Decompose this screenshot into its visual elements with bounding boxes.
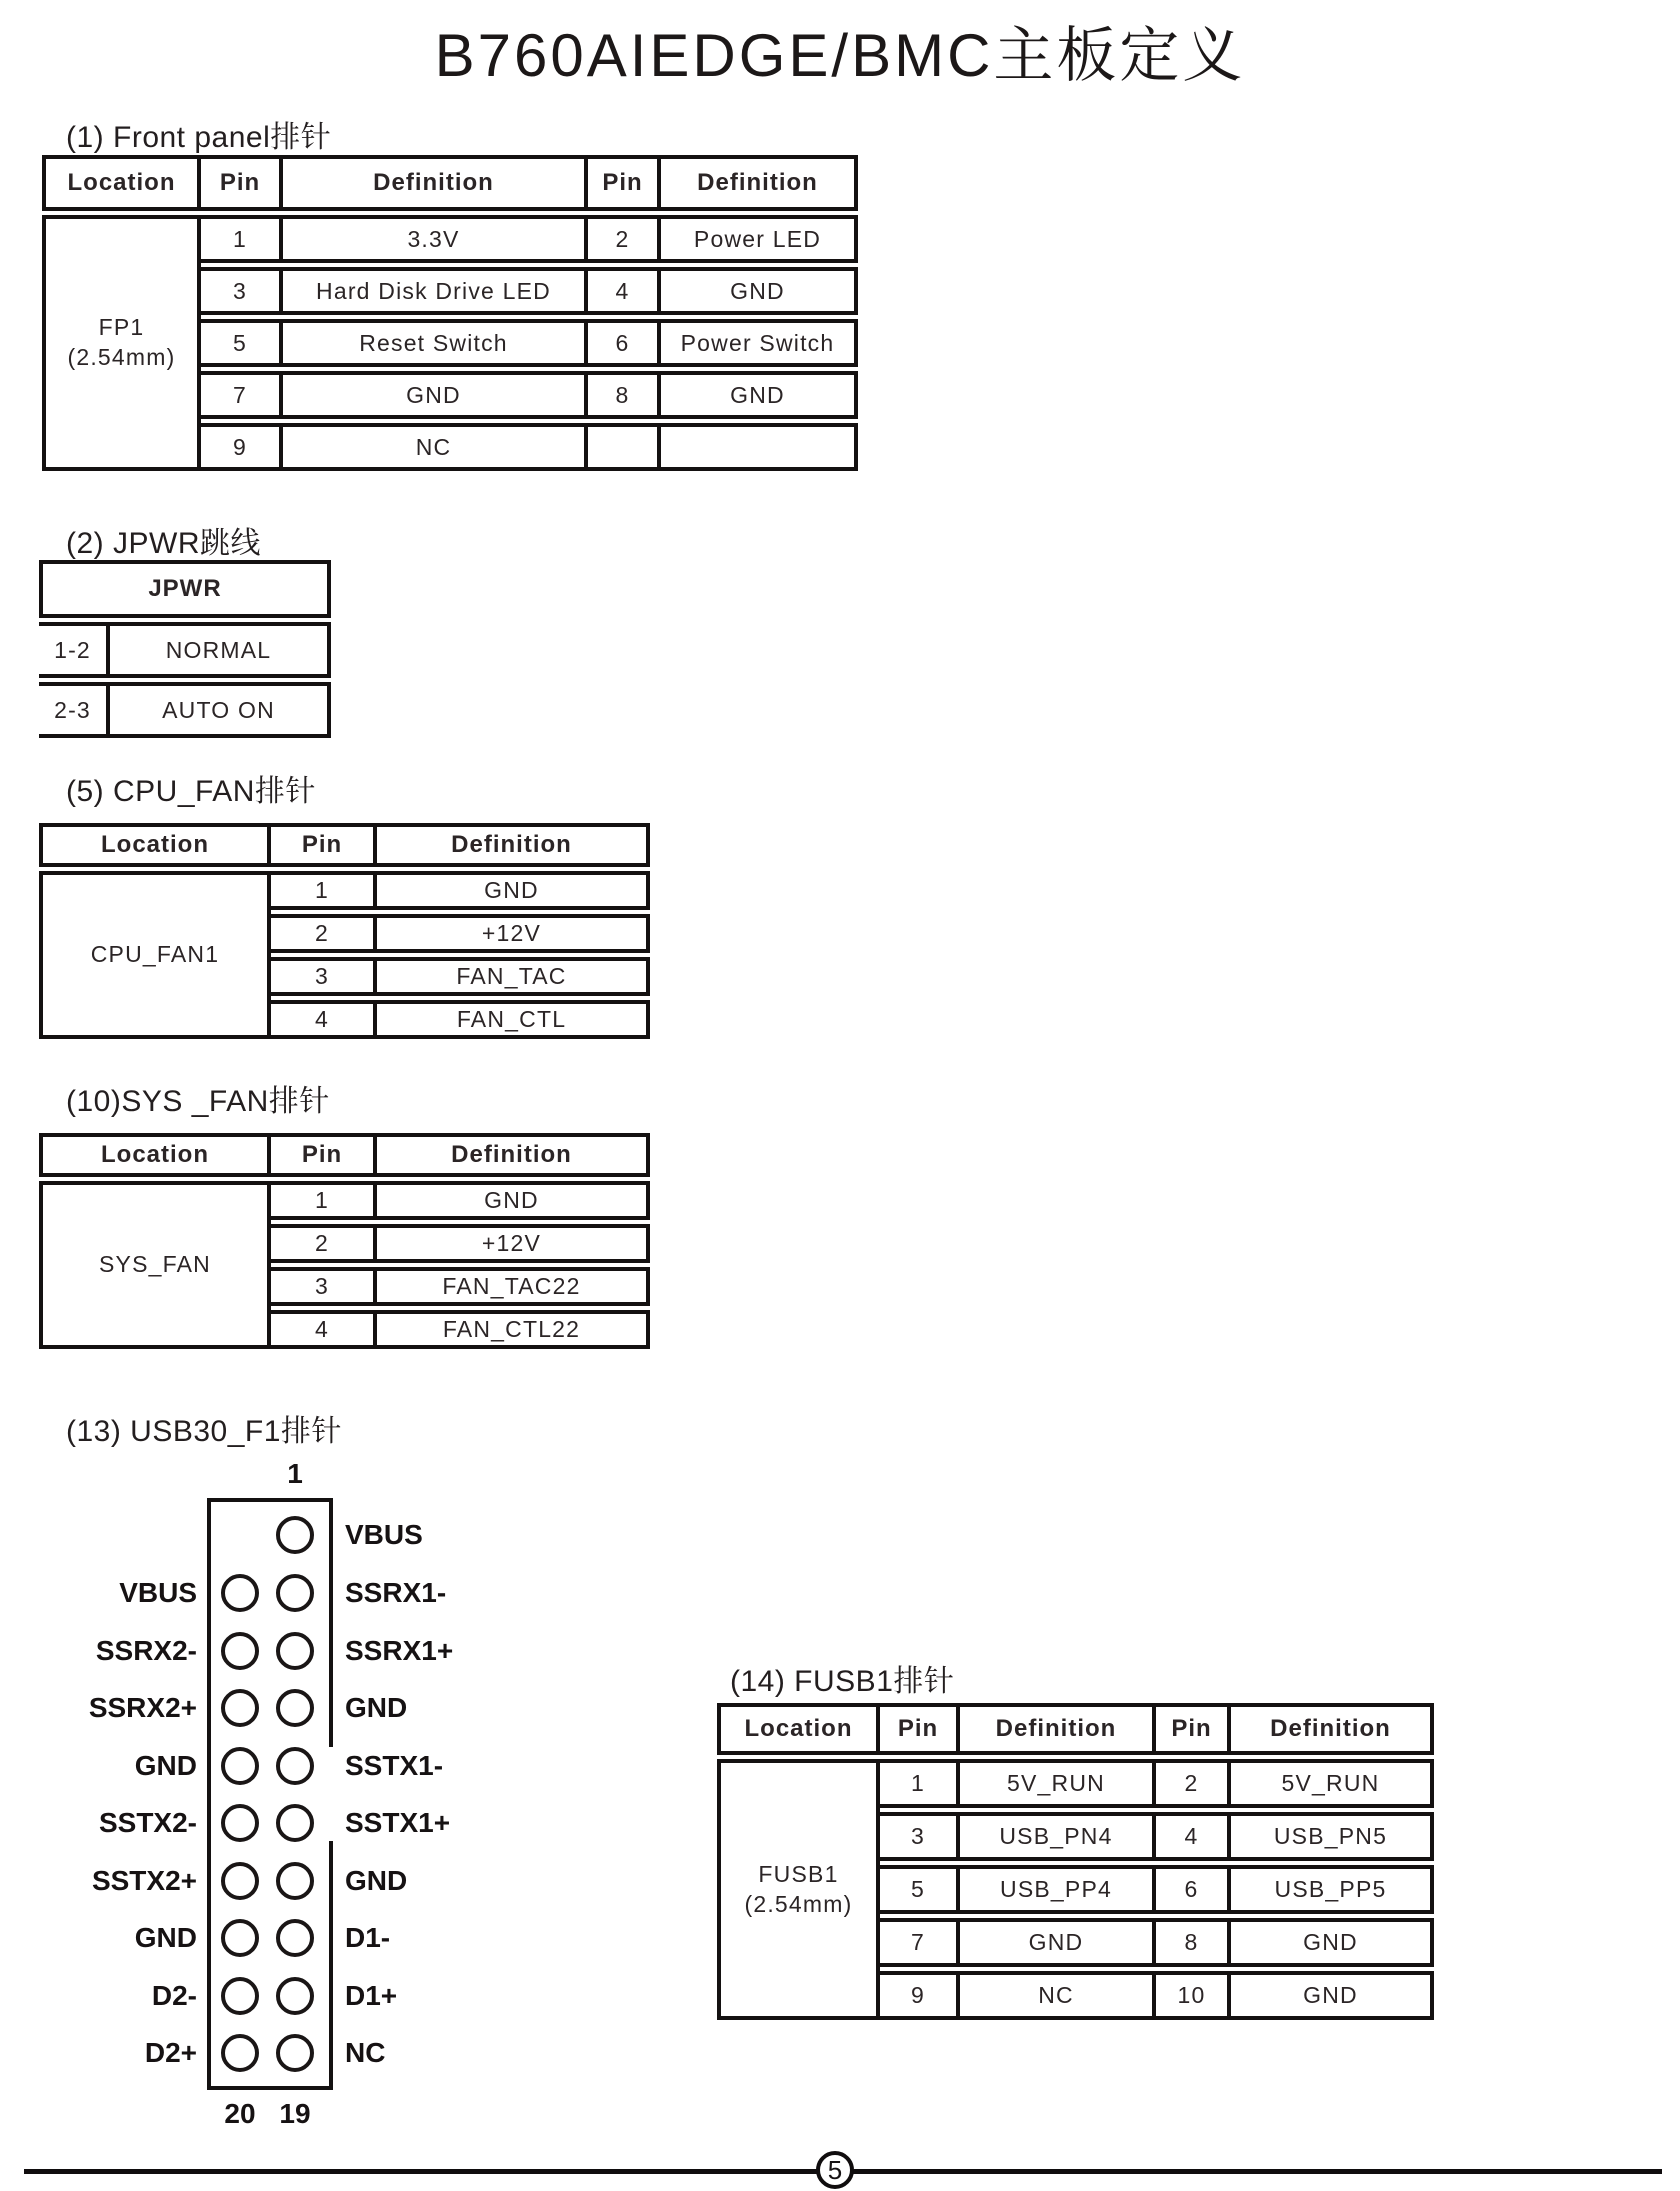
pin-label-left: D2- (151, 1980, 197, 2011)
pin-cell: 5 (201, 319, 283, 367)
pin-label-left: SSTX2- (98, 1807, 197, 1838)
pin-circle (276, 1977, 314, 2015)
pin-circle (276, 1804, 314, 1842)
pin-circle (221, 2034, 259, 2072)
column-header-definition: Definition (960, 1703, 1156, 1755)
definition-cell (661, 423, 858, 471)
definition-cell: GND (661, 371, 858, 419)
pin-cell: 9 (201, 423, 283, 471)
jpwr-header: JPWR (39, 560, 331, 618)
pin-circle (221, 1689, 259, 1727)
table-header-row (717, 1703, 1434, 1755)
table-row (201, 215, 858, 263)
column-header-pin: Pin (271, 1133, 377, 1177)
pin-circle (221, 1747, 259, 1785)
column-header-location: Location (42, 155, 201, 211)
pin-cell: 6 (588, 319, 661, 367)
column-header-definition: Definition (377, 823, 650, 867)
definition-cell: GND (960, 1918, 1156, 1967)
location-name: SYS_FAN (99, 1251, 211, 1278)
table-row (271, 1310, 650, 1349)
pin-circle (276, 1516, 314, 1554)
section-heading-fusb1: (14) FUSB1排针 (730, 1665, 955, 1698)
pin-label-right: D1- (345, 1922, 391, 1953)
page-title: B760AIEDGE/BMC主板定义 (434, 22, 1246, 89)
jumper-mode-cell: AUTO ON (110, 682, 331, 738)
table-row (201, 319, 858, 367)
pin-cell: 9 (880, 1971, 960, 2020)
pin-cell: 7 (201, 371, 283, 419)
table-header-row (42, 155, 858, 211)
pin-cell: 3 (271, 957, 377, 996)
pin-cell: 4 (271, 1000, 377, 1039)
pin-label-left: SSTX2+ (91, 1865, 197, 1896)
pin-circle (221, 1804, 259, 1842)
pin-cell (588, 423, 661, 471)
usb30-outline-right-lower (329, 1841, 333, 2090)
location-cell (42, 215, 201, 471)
table-row (271, 871, 650, 910)
definition-cell: GND (377, 871, 650, 910)
pin-label-left: VBUS (119, 1577, 197, 1608)
sys-fan-table (39, 1133, 650, 1349)
pin-cell: 4 (588, 267, 661, 315)
definition-cell: GND (283, 371, 588, 419)
pin-circle (276, 1862, 314, 1900)
pin-cell: 5 (880, 1865, 960, 1914)
pin-label-left: GND (134, 1922, 197, 1953)
definition-cell: FAN_CTL (377, 1000, 650, 1039)
definition-cell: USB_PN4 (960, 1812, 1156, 1861)
table-row (880, 1812, 1434, 1861)
section-heading-jpwr: (2) JPWR跳线 (66, 527, 261, 560)
table-row (271, 957, 650, 996)
column-header-definition: Definition (377, 1133, 650, 1177)
definition-cell: GND (661, 267, 858, 315)
column-header-definition: Definition (661, 155, 858, 211)
definition-cell: GND (1231, 1971, 1434, 2020)
pin-cell: 8 (588, 371, 661, 419)
definition-cell: 5V_RUN (1231, 1759, 1434, 1808)
location-cell (39, 1181, 271, 1349)
pin-circle (221, 1574, 259, 1612)
cpu-fan-table (39, 823, 650, 1039)
pin-circle (221, 1977, 259, 2015)
table-row (201, 371, 858, 419)
definition-cell: Hard Disk Drive LED (283, 267, 588, 315)
pin-circle (276, 1574, 314, 1612)
jumper-pins-cell: 1-2 (39, 622, 110, 678)
page-number: 5 (827, 2154, 843, 2185)
pin-label-right: D1+ (345, 1980, 398, 2011)
pin-cell: 10 (1156, 1971, 1231, 2020)
table-row (880, 1918, 1434, 1967)
definition-cell: GND (1231, 1918, 1434, 1967)
pin-cell: 7 (880, 1918, 960, 1967)
location-name: FP1 (98, 314, 145, 341)
pin-cell: 1 (201, 215, 283, 263)
definition-cell: Power LED (661, 215, 858, 263)
column-header-location: Location (717, 1703, 880, 1755)
fusb1-table (717, 1703, 1434, 2020)
pin-label-left: D2+ (144, 2037, 197, 2068)
pin-circle (221, 1919, 259, 1957)
pin-circle (221, 1862, 259, 1900)
pin-label-left: SSRX2- (95, 1635, 197, 1666)
table-row (271, 1224, 650, 1263)
front-panel-table (42, 155, 858, 471)
usb30-outline-right-upper (329, 1498, 333, 1747)
section-heading-sys-fan: (10)SYS _FAN排针 (66, 1085, 330, 1118)
jumper-mode-cell: NORMAL (110, 622, 331, 678)
definition-cell: +12V (377, 914, 650, 953)
definition-cell: FAN_TAC22 (377, 1267, 650, 1306)
jumper-pins-cell: 2-3 (39, 682, 110, 738)
location-pitch: (2.54mm) (67, 344, 176, 370)
table-row (880, 1971, 1434, 2020)
pin-cell: 2 (271, 914, 377, 953)
pin-cell: 3 (880, 1812, 960, 1861)
definition-cell: 3.3V (283, 215, 588, 263)
column-header-location: Location (39, 1133, 271, 1177)
pin-cell: 2 (1156, 1759, 1231, 1808)
column-header-definition: Definition (283, 155, 588, 211)
location-name: CPU_FAN1 (90, 941, 220, 968)
pin-circle (276, 1919, 314, 1957)
definition-cell: USB_PP5 (1231, 1865, 1434, 1914)
table-row (271, 1000, 650, 1039)
definition-cell: FAN_CTL22 (377, 1310, 650, 1349)
pin19-marker: 19 (279, 2098, 311, 2129)
pin-cell: 4 (271, 1310, 377, 1349)
table-row (880, 1759, 1434, 1808)
pin-cell: 2 (588, 215, 661, 263)
pin-cell: 4 (1156, 1812, 1231, 1861)
table-row (39, 682, 331, 738)
pin-label-left: GND (134, 1750, 197, 1781)
column-header-pin: Pin (588, 155, 661, 211)
definition-cell: 5V_RUN (960, 1759, 1156, 1808)
pin-cell: 2 (271, 1224, 377, 1263)
pin-cell: 8 (1156, 1918, 1231, 1967)
column-header-location: Location (39, 823, 271, 867)
pin-cell: 1 (880, 1759, 960, 1808)
pin-cell: 1 (271, 1181, 377, 1220)
pin-label-right: SSTX1- (345, 1750, 444, 1781)
pin-label-right: VBUS (345, 1519, 423, 1550)
table-header-row (39, 823, 650, 867)
pin-label-right: SSTX1+ (345, 1807, 451, 1838)
definition-cell: NC (283, 423, 588, 471)
pin-label-right: SSRX1+ (345, 1635, 454, 1666)
definition-cell: GND (377, 1181, 650, 1220)
pin20-marker: 20 (224, 2098, 256, 2129)
pin-label-right: NC (345, 2037, 386, 2068)
table-header-row (39, 560, 331, 618)
page-number-badge (816, 2151, 854, 2189)
column-header-pin: Pin (271, 823, 377, 867)
table-row (39, 622, 331, 678)
pin-circle (276, 1747, 314, 1785)
table-row (201, 267, 858, 315)
table-row (880, 1865, 1434, 1914)
pin1-marker: 1 (287, 1458, 303, 1489)
table-header-row (39, 1133, 650, 1177)
pin-circle (276, 2034, 314, 2072)
column-header-pin: Pin (1156, 1703, 1231, 1755)
table-row (271, 1267, 650, 1306)
column-header-pin: Pin (880, 1703, 960, 1755)
definition-cell: NC (960, 1971, 1156, 2020)
table-row (271, 914, 650, 953)
column-header-pin: Pin (201, 155, 283, 211)
definition-cell: Reset Switch (283, 319, 588, 367)
definition-cell: FAN_TAC (377, 957, 650, 996)
pin-cell: 6 (1156, 1865, 1231, 1914)
pin-label-left: SSRX2+ (88, 1692, 197, 1723)
section-heading-usb30-f1: (13) USB30_F1排针 (66, 1415, 342, 1448)
definition-cell: USB_PN5 (1231, 1812, 1434, 1861)
table-row (201, 423, 858, 471)
section-heading-cpu-fan: (5) CPU_FAN排针 (66, 775, 316, 808)
pin-circle (221, 1632, 259, 1670)
pin-circle (276, 1632, 314, 1670)
location-cell (717, 1759, 880, 2020)
pin-label-right: GND (345, 1692, 408, 1723)
column-header-definition: Definition (1231, 1703, 1434, 1755)
pin-label-right: SSRX1- (345, 1577, 447, 1608)
location-name: FUSB1 (758, 1860, 839, 1887)
pin-label-right: GND (345, 1865, 408, 1896)
pin-cell: 3 (201, 267, 283, 315)
table-row (271, 1181, 650, 1220)
definition-cell: +12V (377, 1224, 650, 1263)
definition-cell: USB_PP4 (960, 1865, 1156, 1914)
definition-cell: Power Switch (661, 319, 858, 367)
pin-circle (276, 1689, 314, 1727)
location-cell (39, 871, 271, 1039)
pin-cell: 1 (271, 871, 377, 910)
jpwr-table (39, 560, 331, 738)
pin-cell: 3 (271, 1267, 377, 1306)
section-heading-front-panel: (1) Front panel排针 (66, 121, 332, 154)
location-pitch: (2.54mm) (744, 1890, 853, 1917)
